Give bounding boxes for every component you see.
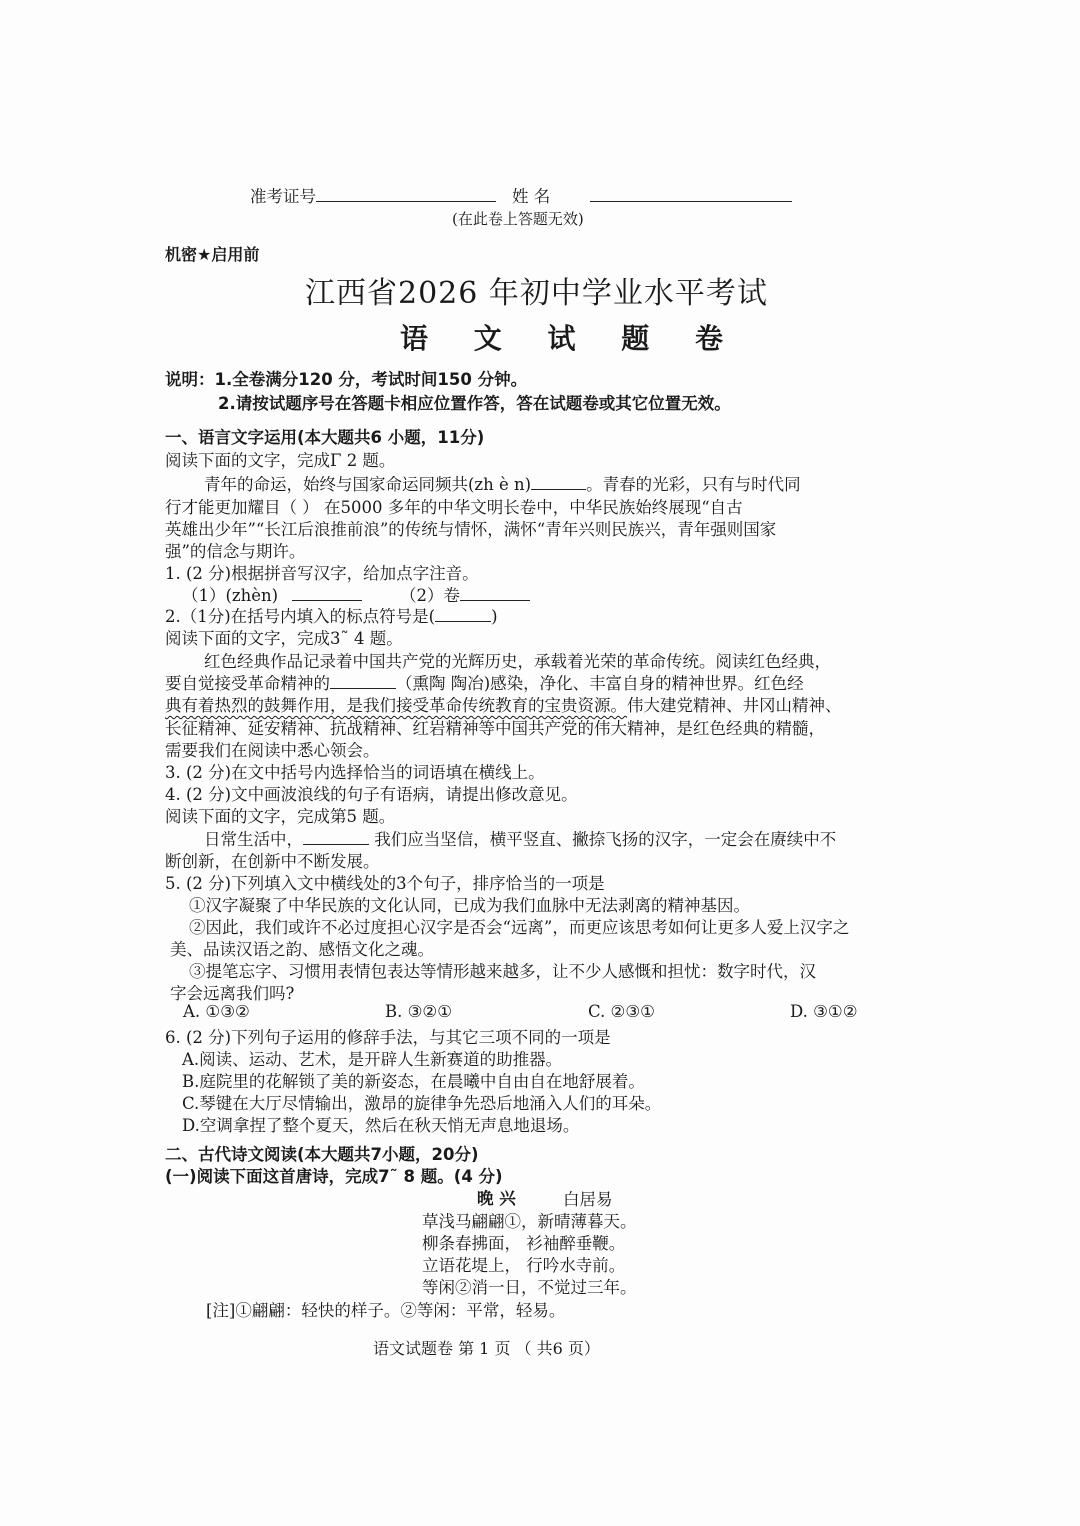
p2-line5: 需要我们在阅读中悉心领会。: [165, 741, 380, 760]
q5-option-c: C. ②③①: [588, 1002, 655, 1021]
q5-sentence3b: 字会远离我们吗?: [170, 984, 295, 1003]
p2-line3: 典有着热烈的鼓舞作用，是我们接受革命传统教育的宝贵资源。伟大建党精神、井冈山精神、: [165, 696, 842, 715]
page-footer: 语文试题卷 第 1 页 （ 共6 页）: [373, 1339, 600, 1358]
p3-line2: 断创新，在创新中不断发展。: [165, 852, 380, 871]
question-3: 3. (2 分)在文中括号内选择恰当的词语填在横线上。: [165, 763, 545, 782]
q5-sentence3a: ③提笔忘字、习惯用表情包表达等情形越来越多，让不少人感慨和担忧：数字时代，汉: [189, 962, 816, 981]
page-subtitle: 语 文 试 题 卷: [400, 322, 741, 355]
p1-blank: [531, 473, 586, 490]
name-blank: [590, 183, 792, 202]
q5-option-b: B. ③②①: [385, 1002, 452, 1021]
poem-note: [注]①翩翩：轻快的样子。②等闲：平常，轻易。: [206, 1301, 566, 1320]
q5-sentence1: ①汉字凝聚了中华民族的文化认同，已成为我们血脉中无法剥离的精神基因。: [189, 896, 750, 915]
q6-option-b: B.庭院里的花解锁了美的新姿态，在晨曦中自由自在地舒展着。: [182, 1072, 645, 1091]
section2-sub1: (一)阅读下面这首唐诗，完成7˜ 8 题。(4 分): [165, 1167, 503, 1186]
section1-heading: 一、语言文字运用(本大题共6 小题，11分): [165, 428, 485, 447]
question-6: 6. (2 分)下列句子运用的修辞手法，与其它三项不同的一项是: [165, 1028, 611, 1047]
q5-sentence2a: ②因此，我们或许不必过度担心汉字是否会“远离”，而更应该思考如何让更多人爱上汉字之: [189, 918, 850, 937]
poem-author: 白居易: [563, 1190, 613, 1209]
poem-title: 晚 兴: [477, 1189, 516, 1208]
q5-option-d: D. ③①②: [790, 1002, 858, 1021]
poem-line4: 等闲②消一日，不觉过三年。: [422, 1278, 637, 1297]
question-1-sub2: （2）卷: [400, 582, 530, 606]
q2-blank: [435, 605, 491, 622]
question-1-sub1: （1）(zhèn): [182, 582, 362, 606]
exam-id-label: 准考证号: [250, 183, 496, 207]
wavy-sentence: 典有着热烈的鼓舞作用，是我们接受革命传统教育的宝贵资源。: [165, 696, 627, 715]
name-label: 姓 名: [512, 187, 551, 206]
instructions-line1: 说明：1.全卷满分120 分，考试时间150 分钟。: [165, 370, 528, 389]
q6-option-c: C.琴键在大厅尽情输出，激昂的旋律争先恐后地涌入人们的耳朵。: [182, 1094, 662, 1113]
p2-line1: 红色经典作品记录着中国共产党的光辉历史，承载着光荣的革命传统。阅读红色经典，: [204, 652, 831, 671]
q6-option-a: A.阅读、运动、艺术，是开辟人生新赛道的助推器。: [182, 1050, 563, 1069]
q5-sentence2b: 美、品读汉语之韵、感悟文化之魂。: [170, 940, 434, 959]
q5-option-a: A. ①③②: [183, 1002, 250, 1021]
secret-mark: 机密★启用前: [165, 245, 260, 264]
question-2: 2.（1分)在括号内填入的标点符号是( ): [165, 607, 498, 626]
p2-line2: 要自觉接受革命精神的 （熏陶 陶冶)感染，净化、丰富自身的精神世界。红色经: [165, 674, 804, 693]
p2-line4: 长征精神、延安精神、抗战精神、红岩精神等中国共产党的伟大精神，是红色经典的精髓，: [165, 719, 825, 738]
instructions-line2: 2.请按试题序号在答题卡相应位置作答，答在试题卷或其它位置无效。: [218, 394, 731, 413]
exam-id-blank: [316, 183, 496, 202]
section1-intro2: 阅读下面的文字，完成3˜ 4 题。: [165, 629, 403, 648]
p1-line3: 英雄出少年”“长江后浪推前浪”的传统与情怀，满怀“青年兴则民族兴，青年强则国家: [165, 520, 777, 539]
section1-intro1: 阅读下面的文字，完成Γ 2 题。: [165, 451, 396, 470]
p3-blank: [303, 828, 369, 845]
poem-line1: 草浅马翩翩①，新晴薄暮天。: [422, 1212, 637, 1231]
section1-intro3: 阅读下面的文字，完成第5 题。: [165, 807, 396, 826]
question-5: 5. (2 分)下列填入文中横线处的3个句子，排序恰当的一项是: [165, 874, 605, 893]
header-note: (在此卷上答题无效): [452, 210, 584, 228]
p3-line1: 日常生活中， 我们应当坚信，横平竖直、撇捺飞扬的汉字，一定会在赓续中不: [204, 830, 837, 849]
p1-line2: 行才能更加耀目（ ） 在5000 多年的中华文明长卷中，中华民族始终展现“自古: [165, 498, 743, 517]
p1-line4: 强”的信念与期许。: [165, 542, 306, 561]
p2-blank: [330, 672, 396, 689]
q1-sub1-blank: [292, 584, 362, 601]
p1-line1: 青年的命运，始终与国家命运同频共(zh è n) 。青春的光彩，只有与时代同: [204, 475, 801, 494]
section2-heading: 二、古代诗文阅读(本大题共7小题，20分): [165, 1145, 479, 1164]
q6-option-d: D.空调拿捏了整个夏天，然后在秋天悄无声息地退场。: [182, 1116, 580, 1135]
page-title: 江西省2026 年初中学业水平考试: [305, 276, 768, 311]
question-1: 1. (2 分)根据拼音写汉字，给加点字注音。: [165, 564, 479, 583]
poem-line3: 立语花堤上， 行吟水寺前。: [422, 1256, 626, 1275]
poem-line2: 柳条春拂面， 衫袖醉垂鞭。: [422, 1234, 626, 1253]
q1-sub2-blank: [460, 584, 530, 601]
question-4: 4. (2 分)文中画波浪线的句子有语病，请提出修改意见。: [165, 785, 578, 804]
